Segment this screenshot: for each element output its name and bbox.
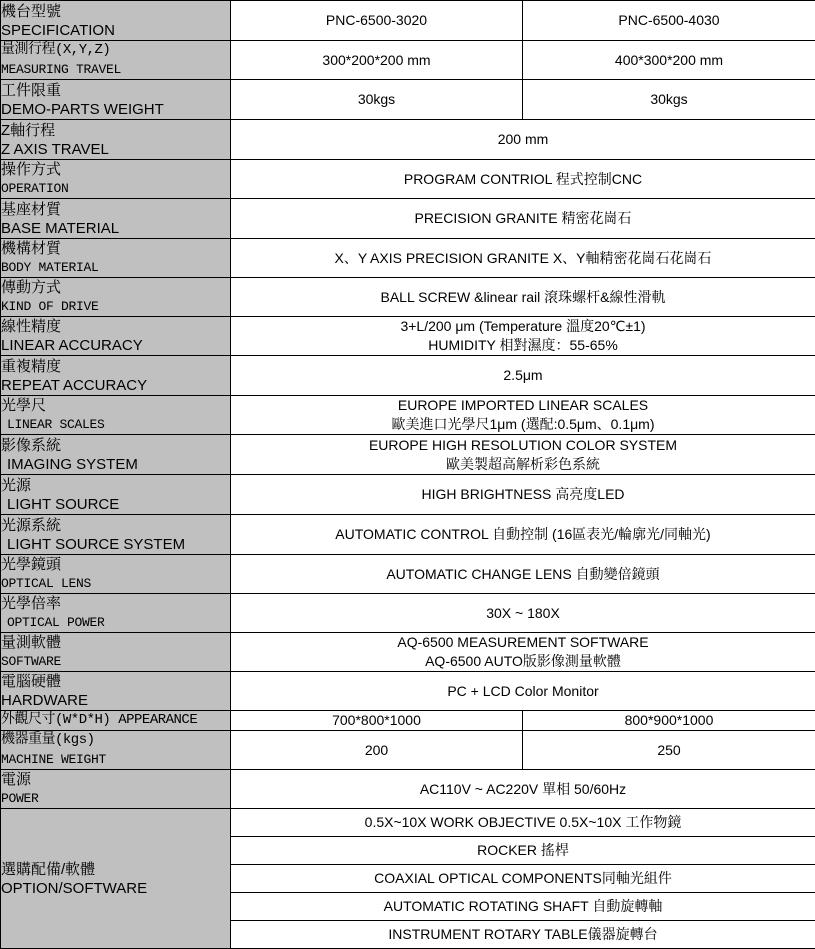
value-shared: 2.5μm xyxy=(231,356,815,396)
label-zh: 機器重量(kgs) xyxy=(1,731,230,750)
option-item: AUTOMATIC ROTATING SHAFT 自動旋轉軸 xyxy=(231,893,815,921)
label-cell-options xyxy=(1,809,231,949)
label-zh: 重複精度 xyxy=(1,357,230,376)
label-cell xyxy=(1,41,231,80)
label-en: SOFTWARE xyxy=(1,652,230,671)
row-imaging-system xyxy=(1,435,815,475)
value-line: EUROPE IMPORTED LINEAR SCALES xyxy=(231,396,815,415)
label-cell xyxy=(1,594,231,633)
row-option xyxy=(1,809,815,837)
label-zh: Z軸行程 xyxy=(1,121,230,140)
label-zh: 光學尺 xyxy=(1,396,230,415)
label-zh: 影像系統 xyxy=(1,436,230,455)
label-en: LINEAR SCALES xyxy=(1,415,230,434)
row-appearance xyxy=(1,711,815,731)
value-line: 歐美進口光學尺1μm (選配:0.5μm、0.1μm) xyxy=(231,415,815,434)
row-light-source-system xyxy=(1,515,815,555)
row-body-material xyxy=(1,239,815,278)
value-line: 歐美製超高解析彩色系統 xyxy=(231,455,815,474)
value-model-a: 700*800*1000 xyxy=(231,711,523,731)
value-shared: BALL SCREW &linear rail 滾珠螺杆&線性滑軌 xyxy=(231,278,815,317)
row-optical-power xyxy=(1,594,815,633)
row-demo-parts-weight xyxy=(1,80,815,120)
label-zh: 傳動方式 xyxy=(1,278,230,297)
label-en: SPECIFICATION xyxy=(1,21,230,40)
value-shared: PROGRAM CONTRIOL 程式控制CNC xyxy=(231,160,815,199)
label-cell xyxy=(1,199,231,239)
label-en: KIND OF DRIVE xyxy=(1,297,230,316)
value-shared xyxy=(231,633,815,672)
value-model-b: 250 xyxy=(523,731,815,770)
value-shared xyxy=(231,317,815,356)
label-cell xyxy=(1,160,231,199)
label-zh: 基座材質 xyxy=(1,200,230,219)
row-power xyxy=(1,770,815,809)
label-zh: 量測軟體 xyxy=(1,633,230,652)
label-en: BASE MATERIAL xyxy=(1,219,230,238)
option-item: 0.5X~10X WORK OBJECTIVE 0.5X~10X 工作物鏡 xyxy=(231,809,815,837)
label-en: LIGHT SOURCE xyxy=(1,495,230,514)
value-shared: 30X ~ 180X xyxy=(231,594,815,633)
value-model-a: 200 xyxy=(231,731,523,770)
label-zh: 外觀尺寸(W*D*H) APPEARANCE xyxy=(1,711,230,730)
row-hardware xyxy=(1,672,815,711)
label-en: OPTICAL POWER xyxy=(1,613,230,632)
value-shared: PC + LCD Color Monitor xyxy=(231,672,815,711)
row-repeat-accuracy xyxy=(1,356,815,396)
label-zh: 光源 xyxy=(1,476,230,495)
label-en: BODY MATERIAL xyxy=(1,258,230,277)
label-cell xyxy=(1,239,231,278)
value-model-a: 300*200*200 mm xyxy=(231,41,523,80)
row-specification xyxy=(1,1,815,41)
label-cell xyxy=(1,515,231,555)
label-zh: 光源系統 xyxy=(1,516,230,535)
label-en: Z AXIS TRAVEL xyxy=(1,140,230,159)
label-en: REPEAT ACCURACY xyxy=(1,376,230,395)
value-shared: AUTOMATIC CONTROL 自動控制 (16區表光/輪廓光/同軸光) xyxy=(231,515,815,555)
row-linear-scales xyxy=(1,396,815,435)
label-cell xyxy=(1,731,231,770)
value-line: 3+L/200 μm (Temperature 溫度20℃±1) xyxy=(231,317,815,336)
label-en: HARDWARE xyxy=(1,691,230,710)
value-model-b: 400*300*200 mm xyxy=(523,41,815,80)
row-operation xyxy=(1,160,815,199)
label-cell xyxy=(1,80,231,120)
value-model-b: PNC-6500-4030 xyxy=(523,1,815,41)
value-model-a: PNC-6500-3020 xyxy=(231,1,523,41)
label-cell xyxy=(1,278,231,317)
label-zh: 電源 xyxy=(1,770,230,789)
label-zh: 操作方式 xyxy=(1,160,230,179)
row-z-axis-travel xyxy=(1,120,815,160)
label-en: IMAGING SYSTEM xyxy=(1,455,230,474)
label-cell xyxy=(1,1,231,41)
value-shared: AUTOMATIC CHANGE LENS 自動變倍鏡頭 xyxy=(231,555,815,594)
label-en: LIGHT SOURCE SYSTEM xyxy=(1,535,230,554)
label-cell xyxy=(1,317,231,356)
value-shared: 200 mm xyxy=(231,120,815,160)
value-shared: X、Y AXIS PRECISION GRANITE X、Y軸精密花崗石花崗石 xyxy=(231,239,815,278)
row-machine-weight xyxy=(1,731,815,770)
label-zh: 線性精度 xyxy=(1,317,230,336)
row-kind-of-drive xyxy=(1,278,815,317)
label-zh: 選購配備/軟體 xyxy=(1,860,230,879)
label-cell xyxy=(1,633,231,672)
row-optical-lens xyxy=(1,555,815,594)
value-model-b: 800*900*1000 xyxy=(523,711,815,731)
label-en: MACHINE WEIGHT xyxy=(1,750,230,769)
row-base-material xyxy=(1,199,815,239)
label-en: DEMO-PARTS WEIGHT xyxy=(1,100,230,119)
value-shared: PRECISION GRANITE 精密花崗石 xyxy=(231,199,815,239)
label-cell xyxy=(1,672,231,711)
label-zh: 光學倍率 xyxy=(1,594,230,613)
value-shared xyxy=(231,435,815,475)
value-model-b: 30kgs xyxy=(523,80,815,120)
label-cell xyxy=(1,475,231,515)
value-shared xyxy=(231,396,815,435)
value-line: AQ-6500 MEASUREMENT SOFTWARE xyxy=(231,633,815,652)
label-cell xyxy=(1,555,231,594)
value-line: AQ-6500 AUTO版影像測量軟體 xyxy=(231,652,815,671)
label-zh: 機構材質 xyxy=(1,239,230,258)
label-cell xyxy=(1,435,231,475)
value-line: HUMIDITY 相對濕度：55-65% xyxy=(231,336,815,355)
label-zh: 光學鏡頭 xyxy=(1,555,230,574)
label-zh: 工件限重 xyxy=(1,81,230,100)
label-zh: 電腦硬體 xyxy=(1,672,230,691)
value-shared: HIGH BRIGHTNESS 高亮度LED xyxy=(231,475,815,515)
label-cell xyxy=(1,120,231,160)
label-cell xyxy=(1,711,231,731)
label-en: POWER xyxy=(1,789,230,808)
label-zh: 機台型號 xyxy=(1,2,230,21)
value-shared: AC110V ~ AC220V 單相 50/60Hz xyxy=(231,770,815,809)
row-light-source xyxy=(1,475,815,515)
label-en: LINEAR ACCURACY xyxy=(1,336,230,355)
label-cell xyxy=(1,770,231,809)
value-model-a: 30kgs xyxy=(231,80,523,120)
label-en: OPTION/SOFTWARE xyxy=(1,879,230,898)
option-item: COAXIAL OPTICAL COMPONENTS同軸光組件 xyxy=(231,865,815,893)
row-measuring-travel xyxy=(1,41,815,80)
row-linear-accuracy xyxy=(1,317,815,356)
label-en: MEASURING TRAVEL xyxy=(1,60,230,79)
row-software xyxy=(1,633,815,672)
option-item: INSTRUMENT ROTARY TABLE儀器旋轉台 xyxy=(231,921,815,949)
label-cell xyxy=(1,356,231,396)
label-en: OPTICAL LENS xyxy=(1,574,230,593)
label-cell xyxy=(1,396,231,435)
label-en: OPERATION xyxy=(1,179,230,198)
value-line: EUROPE HIGH RESOLUTION COLOR SYSTEM xyxy=(231,436,815,455)
option-item: ROCKER 搖桿 xyxy=(231,837,815,865)
label-zh: 量測行程(X,Y,Z) xyxy=(1,41,230,60)
